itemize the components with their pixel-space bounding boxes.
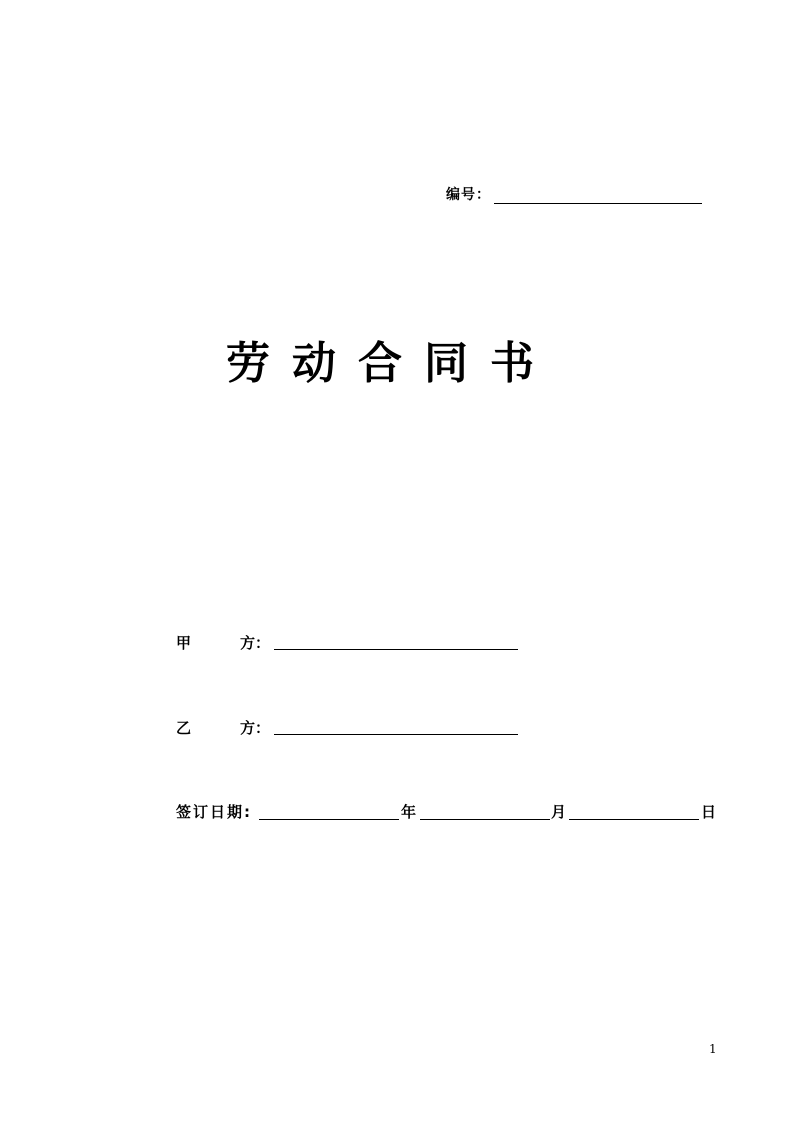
signing-year-unit: 年	[401, 803, 417, 821]
signing-day-blank[interactable]	[569, 819, 699, 820]
party-b-label-second: 方：	[240, 719, 271, 737]
contract-number-label: 编号：	[446, 187, 491, 203]
signing-month-blank[interactable]	[420, 819, 550, 820]
signing-date-label: 签订日期:	[176, 803, 252, 821]
page-title: 劳动合同书	[226, 338, 556, 389]
party-b-label-first: 乙	[176, 719, 192, 737]
party-b-blank[interactable]	[274, 734, 518, 735]
signing-year-blank[interactable]	[259, 819, 399, 820]
party-a-blank[interactable]	[274, 649, 518, 650]
signing-day-unit: 日	[701, 803, 717, 821]
signing-month-unit: 月	[551, 803, 567, 821]
page-number: 1	[709, 1042, 717, 1056]
contract-number-blank[interactable]	[494, 203, 702, 204]
party-a-label-second: 方：	[240, 634, 271, 652]
party-a-label-first: 甲	[176, 634, 192, 652]
